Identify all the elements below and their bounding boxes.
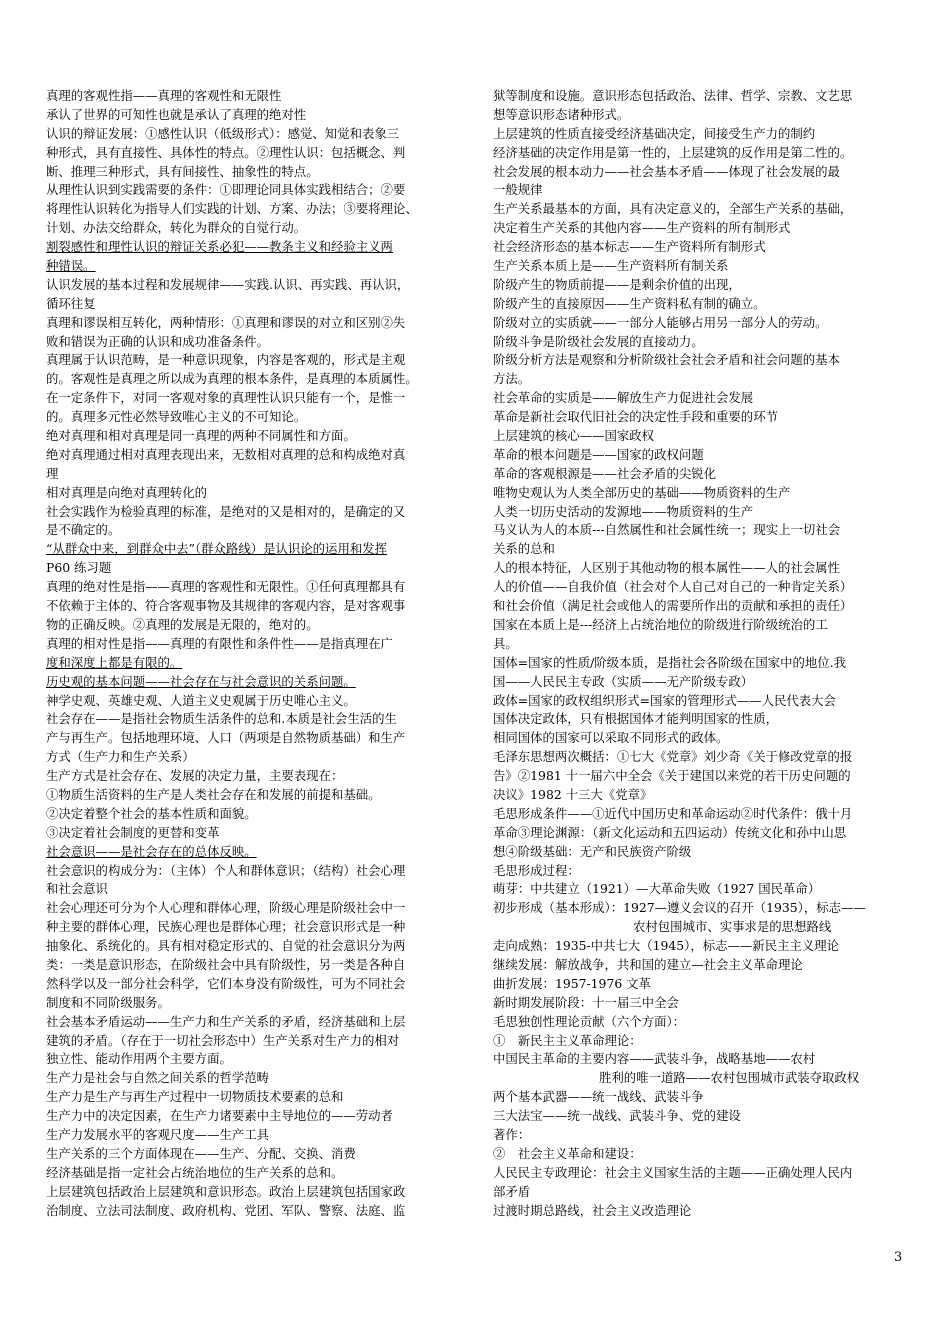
text-line: 社会心理还可分为个人心理和群体心理，阶级心理是阶级社会中一 [46,900,406,916]
text-line: 社会存在——是指社会物质生活条件的总和.本质是社会生活的生 [46,711,397,727]
text-line: 国——人民民主专政（实质——无产阶级专政） [493,673,754,689]
text-line: 上层建筑的核心——国家政权 [493,428,655,444]
text-line: 阶级分析方法是观察和分析阶级社会社会矛盾和社会问题的基本 [493,352,840,368]
text-line: ② 社会主义革命和建设： [493,1145,642,1161]
text-line: 的。客观性是真理之所以成为真理的根本条件，是真理的本质属性。 [46,371,418,387]
text-line: 认识发展的基本过程和发展规律——实践.认识、再实践、再认识， [46,276,410,292]
text-line: 生产力是社会与自然之间关系的哲学范畴 [46,1070,270,1086]
text-line: 绝对真理通过相对真理表现出来，无数相对真理的总和构成绝对真 [46,446,406,462]
text-line: 类：一类是意识形态，在阶级社会中具有阶级性，另一类是各种自 [46,956,406,972]
text-line: 种错误。 [46,258,96,274]
text-line: 曲折发展：1957-1976 文革 [493,975,651,991]
text-line: 方法。 [493,371,531,387]
text-line: 中国民主革命的主要内容——武装斗争，战略基地——农村 [493,1051,816,1067]
text-line: 在一定条件下，对同一客观对象的真理性认识只能有一个，是惟一 [46,390,406,406]
text-line: 胜利的唯一道路——农村包围城市武装夺取政权 [599,1070,860,1086]
text-line: 想④阶级基础：无产和民族资产阶级 [493,843,692,859]
text-line: 真理的客观性指——真理的客观性和无限性 [46,88,282,103]
text-line: 走向成熟：1935-中共七大（1945），标志——新民主主义理论 [493,938,840,954]
text-line: 人的价值——自我价值（社会对个人自己对自己的一种肯定关系） [493,579,853,595]
text-line: 承认了世界的可知性也就是承认了真理的绝对性 [46,106,307,122]
text-line: 狱等制度和设施。意识形态包括政治、法律、哲学、宗教、文艺思 [493,88,853,103]
text-line: 农村包围城市、实事求是的思想路线 [633,919,832,935]
text-line: 生产力是生产与再生产过程中一切物质技术要素的总和 [46,1089,344,1105]
text-line: 认识的辩证发展：①感性认识（低级形式）：感觉、知觉和表象三 [46,125,400,141]
text-line: 社会发展的根本动力——社会基本矛盾——体现了社会发展的最 [493,163,840,179]
text-line: 败和错误为正确的认识和成功准备条件。 [46,333,270,349]
text-line: 革命③理论渊源：（新文化运动和五四运动）传统文化和孙中山思 [493,824,847,840]
text-line: 是不确定的。 [46,522,121,538]
text-line: 抽象化、系统化的。具有相对稳定形式的、自觉的社会意识分为两 [46,938,406,954]
text-line: 神学史观、英雄史观、人道主义史观属于历史唯心主义。 [46,692,356,708]
text-line: 萌芽：中共建立（1921）—大革命失败（1927 国民革命） [493,881,821,897]
text-line: 国体=国家的性质/阶级本质，是指社会各阶级在国家中的地位.我 [493,654,847,670]
text-line: 国家在本质上是---经济上占统治地位的阶级进行阶级统治的工 [493,616,828,632]
text-line: 两个基本武器——统一战线、武装斗争 [493,1089,704,1105]
text-line: 经济基础是指一定社会占统治地位的生产关系的总和。 [46,1164,344,1180]
text-line: 真理的绝对性是指——真理的客观性和无限性。①任何真理都具有 [46,579,406,595]
text-line: 毛思形成条件——①近代中国历史和革命运动②时代条件：俄十月 [493,805,853,821]
text-line: 社会革命的实质是——解放生产力促进社会发展 [493,390,754,406]
text-line: 社会经济形态的基本标志——生产资料所有制形式 [493,239,766,255]
text-line: 方式（生产力和生产关系） [46,749,195,765]
text-line: 一般规律 [493,182,543,198]
text-line: 阶级产生的直接原因——生产资料私有制的确立。 [493,295,766,311]
text-line: 治制度、立法司法制度、政府机构、党团、军队、警察、法庭、监 [46,1202,406,1218]
page-number: 3 [894,1250,903,1265]
text-line: 社会实践作为检验真理的标准，是绝对的又是相对的，是确定的又 [46,503,406,519]
text-line: 生产力发展水平的客观尺度——生产工具 [46,1126,270,1142]
text-line: 生产力中的决定因素，在生产力诸要素中主导地位的——劳动者 [46,1108,393,1124]
text-line: 独立性、能动作用两个主要方面。 [46,1051,232,1067]
text-line: 决定着生产关系的其他内容——生产资料的所有制形式 [493,220,791,236]
text-line: 告》②1981 十一届六中全会《关于建国以来党的若干历史问题的 [493,768,851,784]
text-line: 社会意识——是社会存在的总体反映。 [46,843,257,859]
text-line: 相对真理是向绝对真理转化的 [46,484,208,500]
text-line: 制度和不同阶级服务。 [46,994,170,1010]
text-line: 人的根本特征，人区别于其他动物的根本属性——人的社会属性 [493,560,840,576]
text-line: 人类一切历史活动的发源地——物质资料的生产 [493,503,754,519]
text-line: “从群众中来，到群众中去”（群众路线）是认识论的运用和发挥 [46,541,388,557]
text-line: 从理性认识到实践需要的条件：①即理论同具体实践相结合；②要 [46,182,406,198]
text-line: P60 练习题 [46,560,112,576]
text-line: 毛思独创性理论贡献（六个方面）： [493,1013,686,1029]
text-line: 阶级斗争是阶级社会发展的直接动力。 [493,333,704,349]
text-line: 具。 [493,635,518,651]
text-line: 将理性认识转化为指导人们实践的计划、方案、办法；③要将理论、 [46,201,418,217]
text-line: 真理的相对性是指——真理的有限性和条件性——是指真理在广 [46,635,393,651]
text-line: 种主要的群体心理，民族心理也是群体心理；社会意识形式是一种 [46,919,406,935]
text-line: 不依赖于主体的、符合客观事物及其规律的客观内容，是对客观事 [46,598,406,614]
text-line: 三大法宝——统一战线、武装斗争、党的建设 [493,1108,741,1124]
text-line: 国体决定政体，只有根据国体才能判明国家的性质， [493,711,778,727]
text-line: 革命的根本问题是——国家的政权问题 [493,446,704,462]
text-line: 割裂感性和理性认识的辩证关系必犯——教条主义和经验主义两 [46,239,393,255]
text-line: 产与再生产。包括地理环境、人口（两项是自然物质基础）和生产 [46,730,406,746]
left-column [46,87,462,1220]
text-line: 上层建筑包括政治上层建筑和意识形态。政治上层建筑包括国家政 [46,1183,406,1199]
text-line: ②决定着整个社会的基本性质和面貌。 [46,805,257,821]
text-line: 初步形成（基本形成）：1927—遵义会议的召开（1935），标志—— [493,900,866,916]
text-line: 过渡时期总路线，社会主义改造理论 [493,1202,692,1218]
right-column [493,87,909,1220]
text-line: 种形式，具有直接性、具体性的特点。②理性认识：包括概念、判 [46,144,406,160]
text-line: 绝对真理和相对真理是同一真理的两种不同属性和方面。 [46,428,356,444]
text-line: 想等意识形态诸种形式。 [493,106,630,122]
text-line: 度和深度上都是有限的。 [46,654,183,670]
text-line: 新时期发展阶段：十一届三中全会 [493,994,679,1010]
text-line: 政体=国家的政权组织形式=国家的管理形式——人民代表大会 [493,692,836,708]
text-line: 和社会价值（满足社会或他人的需要所作出的贡献和承担的责任） [493,598,853,614]
text-line: 著作： [493,1126,531,1142]
text-line: 社会基本矛盾运动——生产力和生产关系的矛盾，经济基础和上层 [46,1013,406,1029]
text-line: 断、推理三种形式，具有间接性、抽象性的特点。 [46,163,319,179]
text-line: 相同国体的国家可以采取不同形式的政体。 [493,730,729,746]
text-line: 唯物史观认为人类全部历史的基础——物质资料的生产 [493,484,791,500]
text-line: 的。真理多元性必然导致唯心主义的不可知论。 [46,409,307,425]
text-line: 生产关系最基本的方面，具有决定意义的，全部生产关系的基础， [493,201,853,217]
text-line: 革命是新社会取代旧社会的决定性手段和重要的环节 [493,409,778,425]
text-line: 毛思形成过程： [493,862,580,878]
text-line: 上层建筑的性质直接受经济基础决定，间接受生产力的制约 [493,125,816,141]
text-line: 阶级产生的物质前提——是剩余价值的出现， [493,276,741,292]
text-line: 物的正确反映。②真理的发展是无限的，绝对的。 [46,616,319,632]
text-line: 历史观的基本问题——社会存在与社会意识的关系问题。 [46,673,356,689]
text-line: 关系的总和 [493,541,555,557]
text-line: ③决定着社会制度的更替和变革 [46,824,220,840]
text-line: ①物质生活资料的生产是人类社会存在和发展的前提和基础。 [46,786,381,802]
text-line: 马义认为人的本质---自然属性和社会属性统一；现实上一切社会 [493,522,841,538]
text-line: ① 新民主主义革命理论： [493,1032,642,1048]
text-line: 真理属于认识范畴，是一种意识现象，内容是客观的，形式是主观 [46,352,406,368]
text-line: 理 [46,465,59,481]
text-line: 和社会意识 [46,881,108,897]
text-line: 决议》1982 十三大《党章》 [493,786,653,802]
text-line: 生产方式是社会存在、发展的决定力量，主要表现在： [46,768,344,784]
text-line: 循环往复 [46,295,96,311]
text-line: 计划、办法交给群众，转化为群众的自觉行动。 [46,220,307,236]
text-line: 然科学以及一部分社会科学，它们本身没有阶级性，可为不同社会 [46,975,406,991]
text-line: 生产关系本质上是——生产资料所有制关系 [493,258,729,274]
text-line: 人民民主专政理论：社会主义国家生活的主题——正确处理人民内 [493,1164,853,1180]
text-line: 部矛盾 [493,1183,531,1199]
text-line: 社会意识的构成分为：（主体）个人和群体意识；（结构）社会心理 [46,862,406,878]
text-line: 真理和谬误相互转化，两种情形：①真理和谬误的对立和区别②失 [46,314,406,330]
text-line: 革命的客观根源是——社会矛盾的尖锐化 [493,465,717,481]
text-line: 阶级对立的实质就——一部分人能够占用另一部分人的劳动。 [493,314,828,330]
text-line: 建筑的矛盾。（存在于一切社会形态中）生产关系对生产力的相对 [46,1032,400,1048]
text-line: 毛泽东思想两次概括：①七大《党章》刘少奇《关于修改党章的报 [493,749,853,765]
text-line: 继续发展：解放战争，共和国的建立—社会主义革命理论 [493,956,803,972]
text-line: 经济基础的决定作用是第一性的，上层建筑的反作用是第二性的。 [493,144,853,160]
text-line: 生产关系的三个方面体现在——生产、分配、交换、消费 [46,1145,356,1161]
